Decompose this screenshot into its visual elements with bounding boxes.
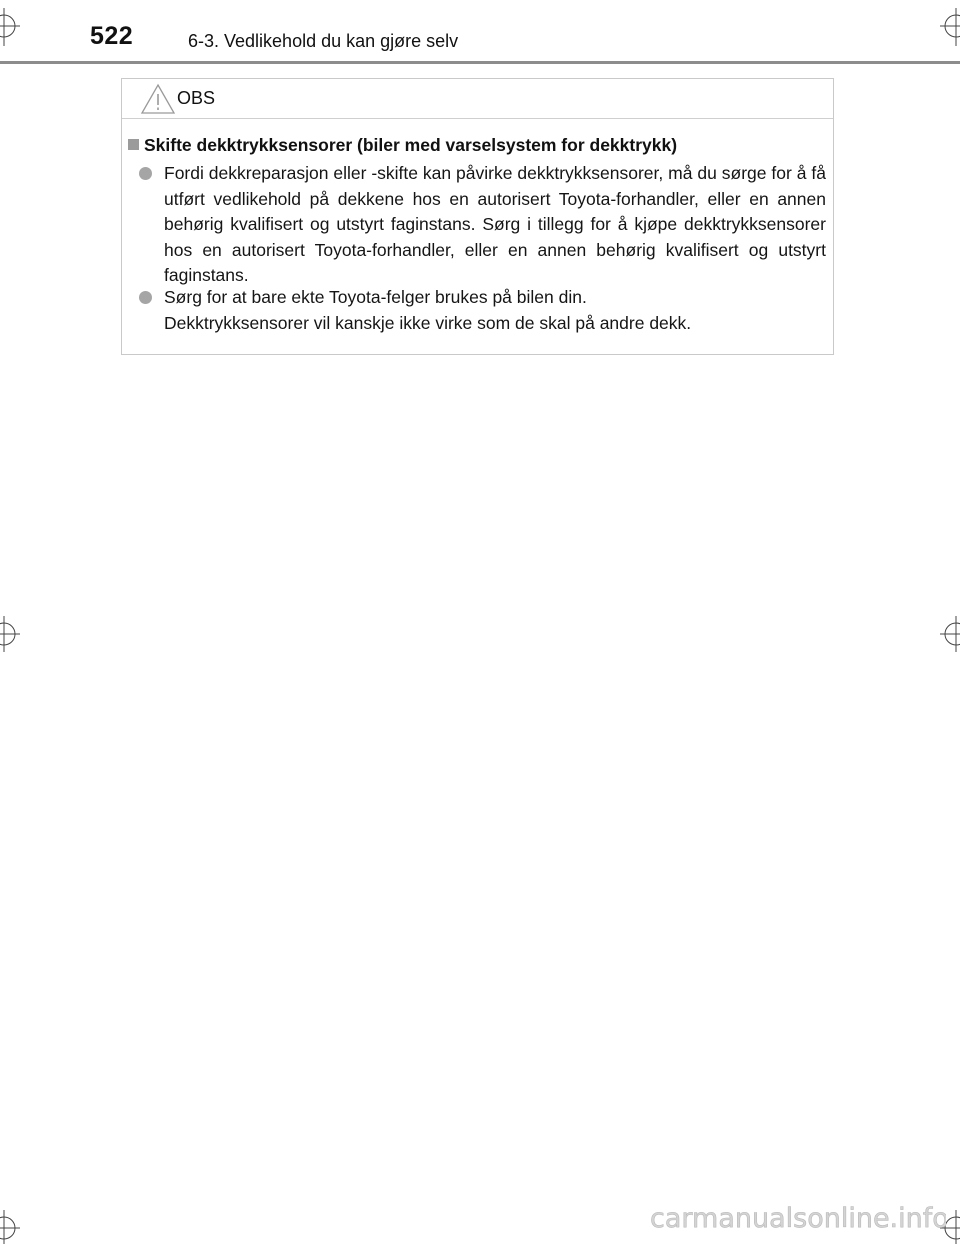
page-number: 522 bbox=[90, 22, 134, 50]
caution-box bbox=[121, 78, 834, 355]
list-item bbox=[138, 161, 826, 289]
round-bullet-icon bbox=[139, 291, 152, 304]
crop-mark-icon bbox=[920, 614, 960, 654]
list-item-line: Sørg for at bare ekte Toyota-felger brukes på bilen din. bbox=[164, 287, 587, 307]
caution-label: OBS bbox=[177, 88, 216, 108]
caution-header bbox=[122, 79, 833, 119]
list-item bbox=[138, 285, 826, 336]
warning-triangle-icon bbox=[140, 83, 176, 115]
topic-heading bbox=[128, 135, 828, 156]
section-title: 6-3. Vedlikehold du kan gjøre selv bbox=[188, 31, 459, 51]
header-rule bbox=[0, 61, 960, 64]
crop-mark-icon bbox=[0, 1204, 40, 1244]
list-item-line: Dekktrykksensorer vil kanskje ikke virke som de skal på andre dekk. bbox=[164, 312, 692, 333]
crop-mark-icon bbox=[0, 614, 40, 654]
watermark-logo bbox=[650, 1196, 946, 1238]
topic-heading-text: Skifte dekktrykksensorer (biler med varselsystem for dekktrykk) bbox=[144, 135, 678, 155]
square-bullet-icon bbox=[128, 139, 139, 150]
svg-text:carmanualsonline.info: carmanualsonline.info bbox=[650, 1203, 946, 1234]
list-item-text bbox=[164, 285, 826, 336]
round-bullet-icon bbox=[139, 167, 152, 180]
list-item-text: Fordi dekkreparasjon eller -skifte kan påvirke dekktrykksensorer, må du sørge for å få utført vedlikehold på dekkene hos en autorisert Toyota-forhandler, eller en annen behørig kvalifisert og utstyrt faginstans. Sørg i tillegg for å kjøpe dekktrykksensorer hos en autorisert Toyota-forhandler, eller en annen behørig kvalifisert og utstyrt faginstans. bbox=[164, 163, 826, 285]
page-header bbox=[0, 0, 960, 64]
